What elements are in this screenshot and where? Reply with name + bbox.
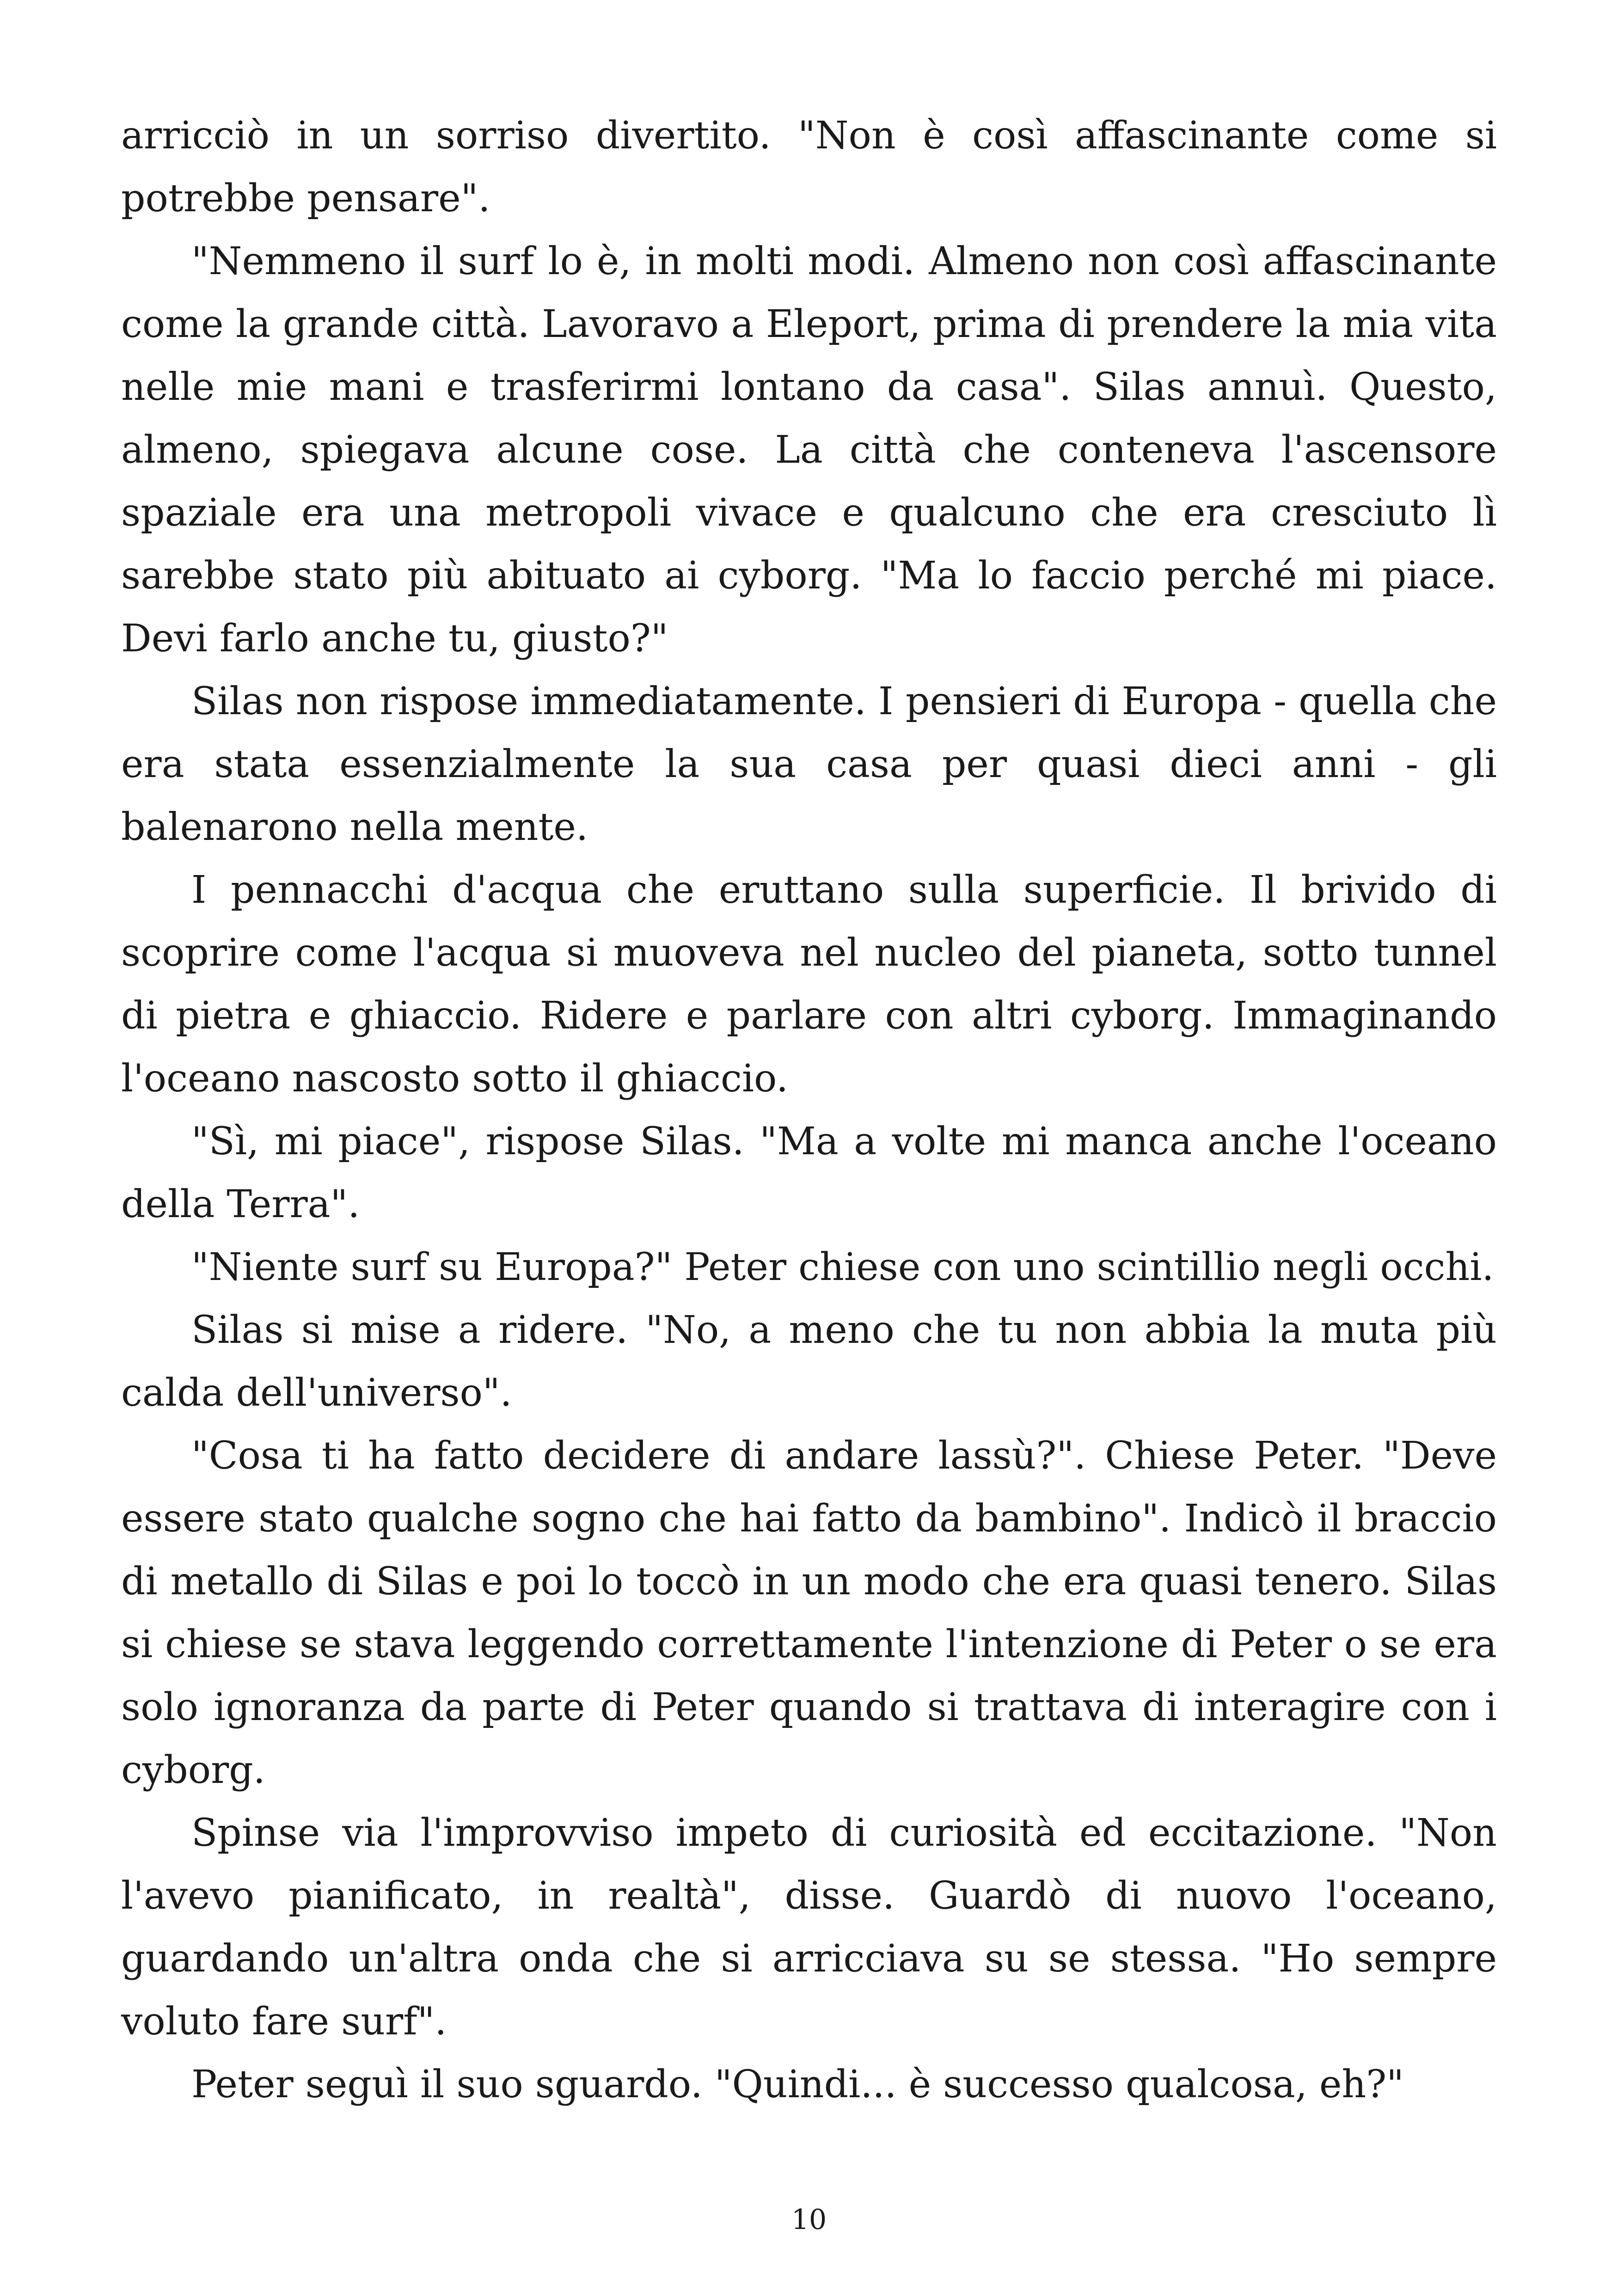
body-text (121, 104, 1497, 2116)
page-number: 10 (791, 2204, 827, 2236)
paragraph: "Sì, mi piace", rispose Silas. "Ma a volte mi manca anche l'oceano della Terra". (121, 1120, 1497, 1226)
paragraph: Silas si mise a ridere. "No, a meno che tu non abbia la muta più calda dell'universo". (121, 1308, 1497, 1415)
paragraph: I pennacchi d'acqua che eruttano sulla superficie. Il brivido di scoprire come l'acqua si muoveva nel nucleo del pianeta, sotto tunnel di pietra e ghiaccio. Ridere e parlare con altri cyborg. Immaginando l'oceano nascosto sotto il ghiaccio. (121, 868, 1497, 1101)
paragraph-continuation: arricciò in un sorriso divertito. "Non è così affascinante come si potrebbe pensare". (121, 114, 1497, 220)
paragraph: "Niente surf su Europa?" Peter chiese con uno scintillio negli occhi. (191, 1245, 1494, 1289)
paragraph: "Cosa ti ha fatto decidere di andare lassù?". Chiese Peter. "Deve essere stato qualche sogno che hai fatto da bambino". Indicò il braccio di metallo di Silas e poi lo toccò in un modo che era quasi tenero. Silas si chiese se stava leggendo correttamente l'intenzione di Peter o se era solo ignoranza da parte di Peter quando si trattava di interagire con i cyborg. (121, 1434, 1497, 1792)
paragraph: Peter seguì il suo sguardo. "Quindi... è successo qualcosa, eh?" (191, 2063, 1404, 2106)
paragraph: Spinse via l'improvviso impeto di curiosità ed eccitazione. "Non l'avevo pianificato, in realtà", disse. Guardò di nuovo l'oceano, guardando un'altra onda che si arricciava su se stessa. "Ho sempre voluto fare surf". (121, 1811, 1497, 2044)
paragraph: Silas non rispose immediatamente. I pensieri di Europa - quella che era stata essenzialmente la sua casa per quasi dieci anni - gli balenarono nella mente. (121, 680, 1497, 849)
paragraph: "Nemmeno il surf lo è, in molti modi. Almeno non così affascinante come la grande città. Lavoravo a Eleport, prima di prendere la mia vita nelle mie mani e trasferirmi lontano da casa". Silas annuì. Questo, almeno, spiegava alcune cose. La città che conteneva l'ascensore spaziale era una metropoli vivace e qualcuno che era cresciuto lì sarebbe stato più abituato ai cyborg. "Ma lo faccio perché mi piace. Devi farlo anche tu, giusto?" (121, 239, 1497, 661)
